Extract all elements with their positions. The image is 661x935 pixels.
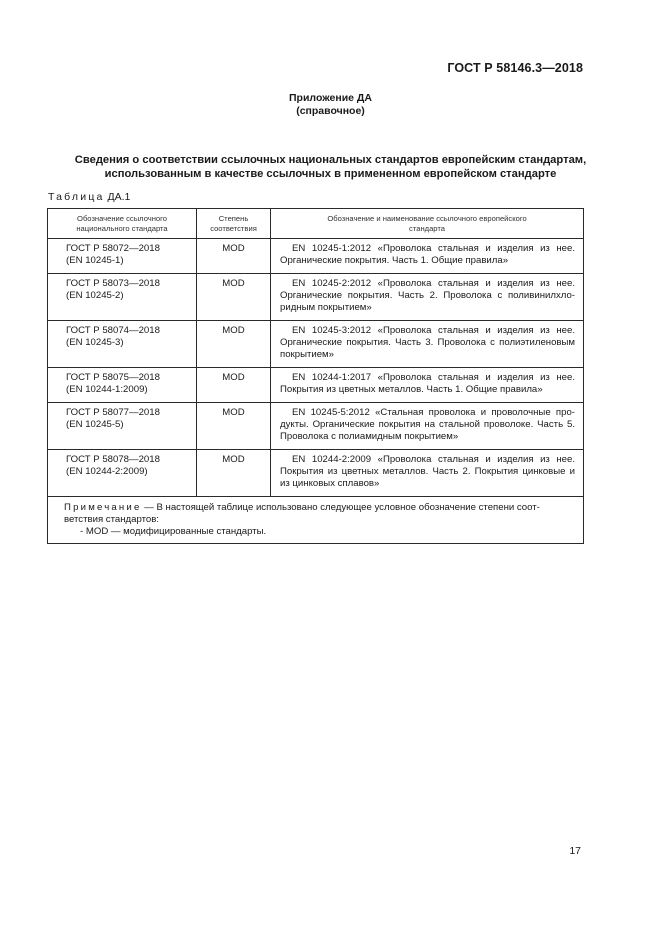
national-standard-code: ГОСТ Р 58074—2018 <box>66 325 160 336</box>
column-header-degree-line-2: соответствия <box>210 223 257 233</box>
section-heading-line-1: Сведения о соответствии ссылочных национальных стандартов европейским стандартам, <box>74 154 587 166</box>
table-row <box>48 321 584 368</box>
section-heading <box>40 153 621 181</box>
table-caption-word: Таблица <box>48 191 105 203</box>
table-note-body: — В настоящей таблице использовано следующее условное обозначение степени соот-ветствия стандартов: <box>64 502 540 525</box>
section-heading-line-2: использованным в качестве ссылочных в примененном европейском стандарте <box>104 168 557 180</box>
national-standard-cell <box>48 368 197 403</box>
national-standard-ref: (EN 10245-1) <box>66 255 124 266</box>
document-code: ГОСТ Р 58146.3—2018 <box>447 61 583 75</box>
national-standard-cell <box>48 239 197 274</box>
national-standard-cell <box>48 403 197 450</box>
national-standard-code: ГОСТ Р 58078—2018 <box>66 454 160 465</box>
appendix-block <box>0 92 661 118</box>
national-standard-cell <box>48 450 197 497</box>
column-header-european-line-2: стандарта <box>409 223 445 233</box>
table-row <box>48 239 584 274</box>
column-header-european-line-1: Обозначение и наименование ссылочного европейского <box>327 213 527 223</box>
national-standard-ref: (EN 10245-3) <box>66 337 124 348</box>
table-row <box>48 403 584 450</box>
degree-cell: MOD <box>197 321 271 368</box>
national-standard-ref: (EN 10244-1:2009) <box>66 384 148 395</box>
column-header-degree <box>197 209 271 239</box>
page-number: 17 <box>569 845 581 857</box>
table-note-label: Примечание <box>64 502 142 513</box>
table-row <box>48 450 584 497</box>
national-standard-code: ГОСТ Р 58073—2018 <box>66 278 160 289</box>
european-standard-cell: EN 10244-2:2009 «Проволока стальная и изделия из нее. Покрытия из цветных металлов. Часть 2. Покрытия цинковые и из цинковых сплавов» <box>271 450 584 497</box>
table-note <box>48 497 584 544</box>
european-standard-cell: EN 10245-3:2012 «Проволока стальная и изделия из нее. Органические покрытия. Часть 3. Проволока с полиэтиленовым покрытием» <box>271 321 584 368</box>
standards-table <box>47 208 584 544</box>
column-header-european <box>271 209 584 239</box>
degree-cell: MOD <box>197 239 271 274</box>
national-standard-cell <box>48 321 197 368</box>
column-header-national <box>48 209 197 239</box>
national-standard-code: ГОСТ Р 58075—2018 <box>66 372 160 383</box>
national-standard-cell <box>48 274 197 321</box>
national-standard-code: ГОСТ Р 58072—2018 <box>66 243 160 254</box>
degree-cell: MOD <box>197 274 271 321</box>
table-note-row <box>48 497 584 544</box>
appendix-title: Приложение ДА <box>289 92 372 104</box>
degree-cell: MOD <box>197 403 271 450</box>
table-header-row <box>48 209 584 239</box>
table-caption-number: ДА.1 <box>107 191 131 203</box>
european-standard-cell: EN 10245-1:2012 «Проволока стальная и изделия из нее. Органические покрытия. Часть 1. Общие правила» <box>271 239 584 274</box>
table-note-text <box>64 502 575 526</box>
column-header-national-line-1: Обозначение ссылочного <box>77 213 167 223</box>
table-row <box>48 368 584 403</box>
degree-cell: MOD <box>197 450 271 497</box>
national-standard-ref: (EN 10245-2) <box>66 290 124 301</box>
column-header-degree-line-1: Степень <box>218 213 249 223</box>
european-standard-cell: EN 10245-2:2012 «Проволока стальная и изделия из нее. Органические покрытия. Часть 2. Проволока с поливинилхло-ридным покрытием» <box>271 274 584 321</box>
table-note-mod-line: - MOD — модифицированные стандарты. <box>80 526 267 537</box>
degree-cell: MOD <box>197 368 271 403</box>
european-standard-cell: EN 10245-5:2012 «Стальная проволока и проволочные про-дукты. Органические покрытия на стальной проволоке. Часть 5. Проволока с полиамидным покрытием» <box>271 403 584 450</box>
european-standard-cell: EN 10244-1:2017 «Проволока стальная и изделия из нее. Покрытия из цветных металлов. Часть 1. Общие правила» <box>271 368 584 403</box>
national-standard-code: ГОСТ Р 58077—2018 <box>66 407 160 418</box>
table-caption <box>48 191 130 203</box>
national-standard-ref: (EN 10245-5) <box>66 419 124 430</box>
appendix-subtitle: (справочное) <box>296 105 365 117</box>
table-row <box>48 274 584 321</box>
national-standard-ref: (EN 10244-2:2009) <box>66 466 148 477</box>
column-header-national-line-2: национального стандарта <box>76 223 168 233</box>
